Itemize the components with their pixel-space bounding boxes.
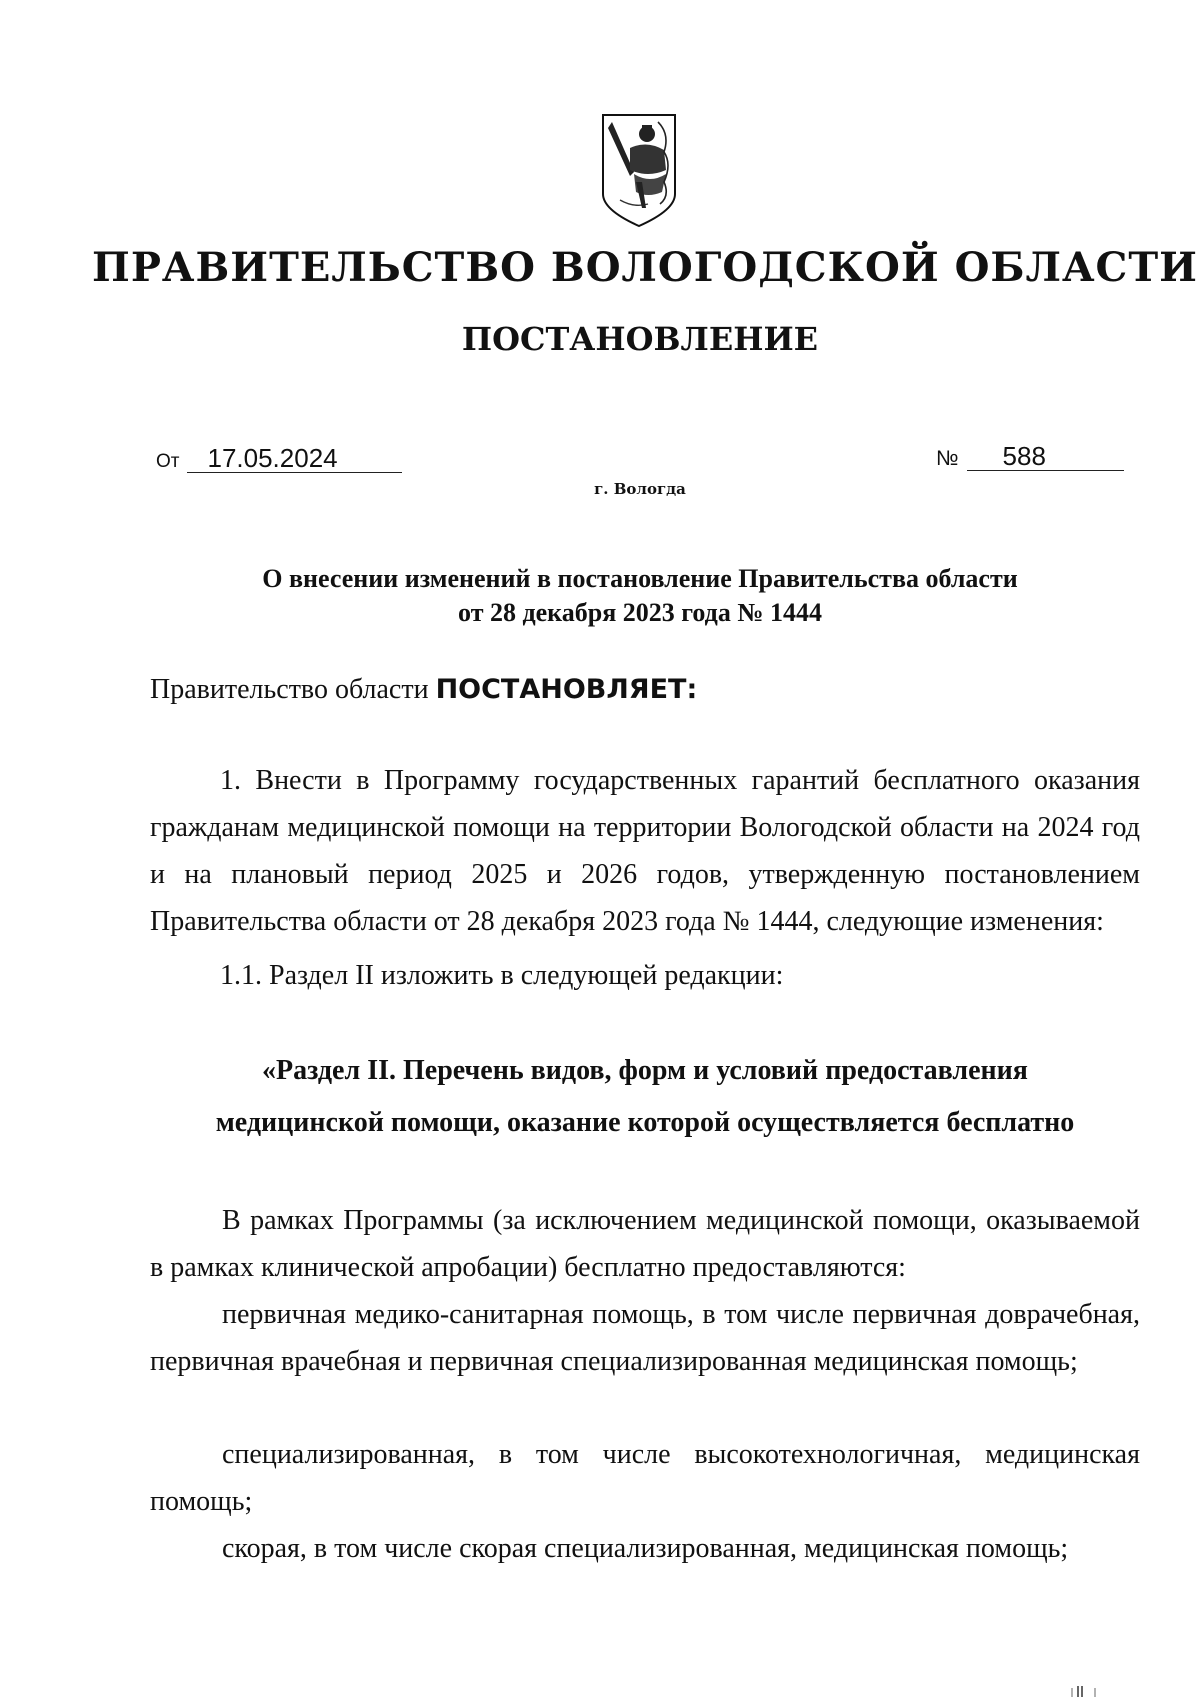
section-title-line-2: медицинской помощи, оказание которой осуществляется бесплатно	[215, 1107, 1075, 1138]
list-item: первичная медико-санитарная помощь, в том числе первичная доврачебная, первичная врачебная и первичная специализированная медицинская помощь;	[150, 1299, 1140, 1377]
paragraph-1: 1. Внести в Программу государственных гарантий бесплатного оказания гражданам медицинской помощи на территории Вологодской области на 2024 год и на плановый период 2025 и 2026 годов, утвержденную постановлением Правительства области от 28 декабря 2023 года № 1444, следующие изменения:	[150, 765, 1140, 937]
date-prefix: От	[156, 451, 180, 472]
list-item: скорая, в том числе скорая специализированная, медицинская помощь;	[222, 1533, 1069, 1564]
number-field	[936, 442, 1124, 471]
subject-line-2: от 28 декабря 2023 года № 1444	[458, 598, 822, 627]
enacting-clause-text: Правительство области	[150, 674, 429, 705]
number-prefix: №	[936, 447, 959, 470]
document-subject	[0, 562, 1200, 630]
enacting-keyword: ПОСТАНОВЛЯЕТ:	[435, 674, 698, 705]
coat-of-arms-emblem	[600, 112, 678, 228]
paragraph-1-1: 1.1. Раздел II изложить в следующей редакции:	[220, 960, 784, 991]
date-field	[156, 444, 402, 473]
government-title: ПРАВИТЕЛЬСТВО ВОЛОГОДСКОЙ ОБЛАСТИ	[92, 244, 1198, 291]
section-title	[150, 1045, 1140, 1149]
city-label: г. Вологда	[594, 480, 686, 498]
document-number: 588	[967, 442, 1124, 471]
document-type-title: ПОСТАНОВЛЕНИЕ	[461, 320, 819, 358]
subject-line-1: О внесении изменений в постановление Правительства области	[262, 564, 1018, 593]
document-date: 17.05.2024	[187, 444, 402, 473]
list-item: специализированная, в том числе высокотехнологичная, медицинская помощь;	[150, 1439, 1140, 1517]
section-title-line-1: «Раздел II. Перечень видов, форм и условий предоставления	[262, 1055, 1028, 1086]
scan-mark	[1068, 1686, 1098, 1697]
section-intro: В рамках Программы (за исключением медицинской помощи, оказываемой в рамках клинической апробации) бесплатно предоставляются:	[150, 1205, 1140, 1283]
enacting-clause	[150, 666, 1140, 713]
